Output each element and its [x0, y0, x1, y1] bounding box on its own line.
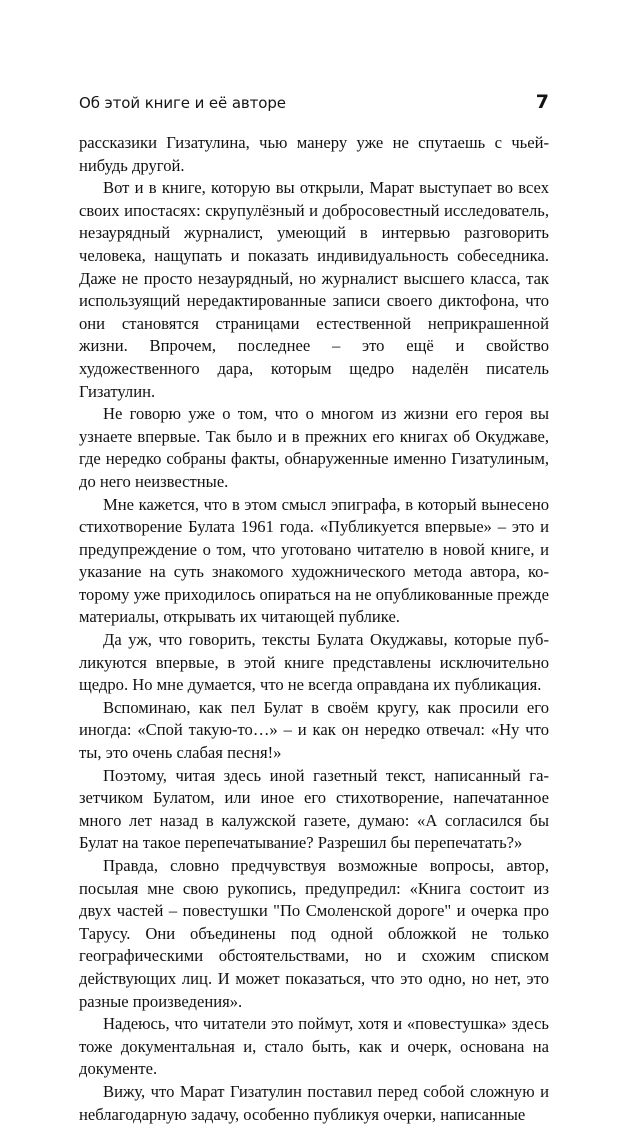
paragraph: Вижу, что Марат Гизатулин поставил перед собой сложную и неблагодарную задачу, особенно публикуя очерки, написанные — [79, 1081, 549, 1124]
paragraph: Вспоминаю, как пел Булат в своём кругу, как просили его иногда: «Спой такую-то…» – и как он нередко отвечал: «Ну что ты, это очень слабая песня!» — [79, 697, 549, 763]
paragraph: Мне кажется, что в этом смысл эпиграфа, в который вынесено стихотворение Булата 1961 года. «Публикуется впервые» – это и предупреждение о том, что уготовано читателю в новой книге, и указание на суть знакомого художнического метода автора, которому уже приходилось опираться на не опубликованные прежде материалы, открывать их читающей публике. — [79, 494, 549, 627]
page-number: 7 — [535, 91, 549, 113]
running-title: Об этой книге и её авторе — [79, 94, 286, 112]
paragraph: Не говорю уже о том, что о многом из жизни его героя вы узнаете впервые. Так было и в прежних его книгах об Окуджаве, где нередко собраны факты, обнаруженные именно Гизатулиным, до него неизвестные. — [79, 404, 549, 491]
paragraph: Вот и в книге, которую вы открыли, Марат выступает во всех своих ипостасях: скрупулёзный и добросовестный исследователь, незаурядный журналист, умеющий в интервью разговорить человека, нащупать и показать индивидуальность собеседника. Даже не просто незаурядный, но журналист высшего класса, так используящий нередактированные записи своего диктофона, что они становятся страницами естественной неприкрашенной жизни. Впрочем, последнее – это ещё и свойство художественного дара, которым щедро наделён писатель Гизатулин. — [79, 178, 549, 401]
paragraph: Правда, словно предчувствуя возможные вопросы, автор, посылая мне свою рукопись, предупредил: «Книга состоит из двух частей – повестушки "По Смоленской дороге" и очерка про Тарусу. Они объединены под одной обложкой не только географическими обстоятельствами, но и схожим списком действующих лиц. И может показаться, что это одно, но нет, это разные произведения». — [79, 856, 549, 1011]
paragraph: Надеюсь, что читатели это поймут, хотя и «повестушка» здесь тоже документальная и, стало быть, как и очерк, основана на документе. — [79, 1014, 549, 1079]
running-head — [79, 92, 549, 116]
paragraph: рассказики Гизатулина, чью манеру уже не спутаешь с чьей-нибудь другой. — [79, 133, 549, 175]
paragraph: Да уж, что говорить, тексты Булата Окуджавы, которые публикуются впервые, в этой книге представлены исключительно щедро. Но мне думается, что не всегда оправдана их публикация. — [79, 630, 549, 695]
paragraph: Поэтому, читая здесь иной газетный текст, написанный газетчиком Булатом, или иное его стихотворение, напечатанное много лет назад в калужской газете, думаю: «А согласился бы Булат на такое перепечатывание? Разрешил бы перепечатать?» — [79, 765, 549, 853]
body-text — [79, 132, 549, 1126]
